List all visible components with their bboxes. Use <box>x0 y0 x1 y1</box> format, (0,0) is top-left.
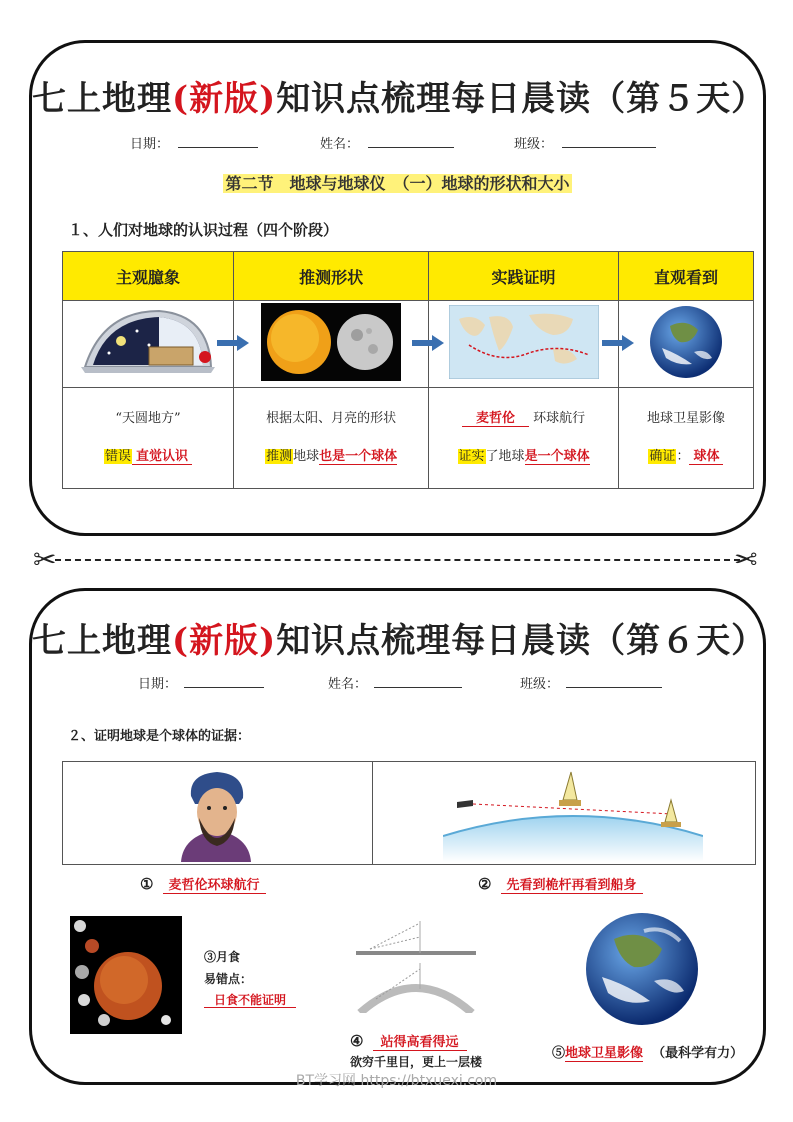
table-header-row <box>63 252 754 301</box>
stage1-text: “天圆地方” <box>115 411 181 426</box>
stage2-tag: 推测 <box>266 449 293 464</box>
stage2-mid: 地球 <box>293 449 320 464</box>
sky-dome-image <box>63 301 233 383</box>
header-cell: 实践证明 <box>429 252 619 301</box>
stage3-answer-top: 麦哲伦 <box>462 411 529 427</box>
name-field[interactable] <box>368 133 454 148</box>
ship-horizon-image <box>443 766 703 862</box>
title-suffix: 知识点梳理每日晨读（第６天） <box>276 621 767 661</box>
evidence-4-answer: 站得高看得远 <box>373 1035 467 1051</box>
evidence-3-title: ③月食 <box>204 950 241 964</box>
stages-table <box>62 251 754 489</box>
stage4-answer: 球体 <box>689 449 723 465</box>
class-field[interactable] <box>566 673 662 688</box>
date-label: 日期： <box>138 677 178 692</box>
day6-card <box>29 588 766 1085</box>
day5-title <box>32 71 767 120</box>
magellan-portrait-image <box>171 766 261 862</box>
voyage-map-cell <box>429 301 619 388</box>
class-field[interactable] <box>562 133 656 148</box>
date-label: 日期： <box>130 137 170 152</box>
stage2-text: 根据太阳、月亮的形状 <box>266 411 397 426</box>
evidence-5-note: （最科学有力） <box>652 1046 744 1061</box>
date-field[interactable] <box>178 133 258 148</box>
stage3-text: 环球航行 <box>533 411 586 426</box>
sun-moon-cell <box>234 301 429 388</box>
stage4-cell: 地球卫星影像 确证： 球体 <box>618 388 753 489</box>
watermark: BT学习网 https://btxuexi.com <box>295 1073 498 1089</box>
class-label: 班级： <box>514 137 554 152</box>
arrow-right-icon <box>602 335 634 351</box>
stage3-cell <box>429 388 619 489</box>
day5-card <box>29 40 766 536</box>
name-label: 姓名： <box>328 677 368 692</box>
evidence-1-answer: 麦哲伦环球航行 <box>163 878 266 894</box>
title-red-tag: (新版) <box>172 79 277 119</box>
title-prefix: 七上地理 <box>32 79 172 119</box>
section-heading <box>32 171 763 194</box>
sun-moon-image <box>261 303 401 381</box>
evidence-box <box>62 761 756 865</box>
question-2: ２、证明地球是个球体的证据： <box>68 729 251 744</box>
evidence-3 <box>204 991 296 1008</box>
evidence-5: ⑤地球卫星影像 （最科学有力） <box>552 1046 744 1061</box>
header-cell: 推测形状 <box>234 252 429 301</box>
dome-cell <box>63 301 234 388</box>
earth-image <box>648 304 724 380</box>
evidence-1: ① 麦哲伦环球航行 <box>140 874 266 893</box>
table-image-row <box>63 301 754 388</box>
name-label: 姓名： <box>320 137 360 152</box>
name-field[interactable] <box>374 673 462 688</box>
stage1-cell <box>63 388 234 489</box>
date-field[interactable] <box>184 673 264 688</box>
height-view-diagram <box>350 913 480 1013</box>
scissors-icon: ✂ <box>33 543 57 576</box>
stage3-mid: 了地球 <box>485 449 525 464</box>
stage3-answer: 是一个球体 <box>524 449 590 464</box>
title-red-tag: (新版) <box>172 621 277 661</box>
voyage-map-image <box>449 305 599 379</box>
title-suffix: 知识点梳理每日晨读（第５天） <box>276 79 767 119</box>
evidence-2-answer: 先看到桅杆再看到船身 <box>501 878 643 894</box>
evidence-2: ② 先看到桅杆再看到船身 <box>478 874 643 893</box>
day6-title <box>32 613 767 662</box>
section-text: 第二节 地球与地球仪 （一）地球的形状和大小 <box>225 174 570 193</box>
lunar-eclipse-image <box>70 916 182 1034</box>
stage1-answer: 直觉认识 <box>132 449 192 465</box>
evidence-5-answer: 地球卫星影像 <box>565 1046 644 1061</box>
evidence-4-poem: 欲穷千里目，更上一层楼 <box>350 1055 483 1069</box>
earth-satellite-image <box>584 911 700 1027</box>
table-text-row <box>63 388 754 489</box>
stage4-text: 地球卫星影像 <box>646 411 725 426</box>
header-cell: 直观看到 <box>618 252 753 301</box>
header-cell: 主观臆象 <box>63 252 234 301</box>
evidence-3-note: 易错点： <box>204 972 253 986</box>
title-prefix: 七上地理 <box>32 621 172 661</box>
stage4-tag: 确证 <box>649 449 676 464</box>
stage1-tag: 错误 <box>104 449 131 464</box>
evidence-4: ④ 站得高看得远 <box>350 1031 467 1050</box>
earth-cell <box>618 301 753 388</box>
class-label: 班级： <box>520 677 560 692</box>
evidence-3-answer: 日食不能证明 <box>204 993 296 1008</box>
stage2-answer: 也是一个球体 <box>319 449 398 464</box>
question-1: １、人们对地球的认识过程（四个阶段） <box>68 221 339 239</box>
cut-line <box>55 559 740 561</box>
stage2-cell <box>234 388 429 489</box>
stage3-tag: 证实 <box>458 449 485 464</box>
scissors-icon: ✂ <box>734 543 758 576</box>
